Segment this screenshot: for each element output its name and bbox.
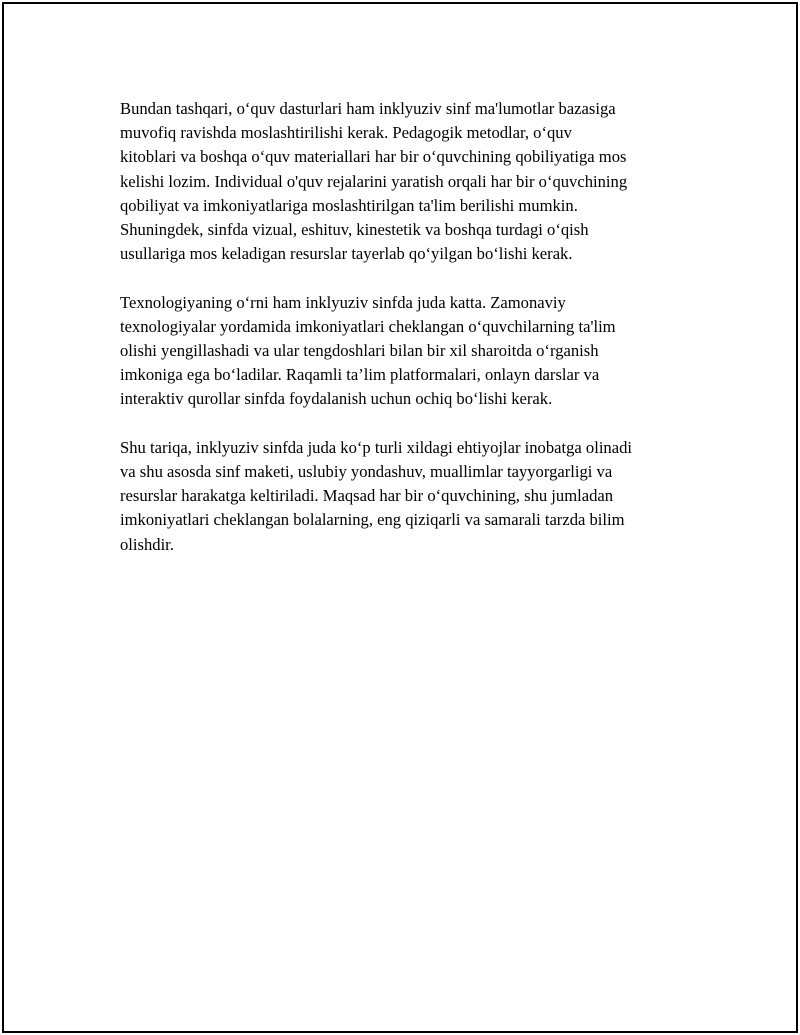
text-line: resurslar harakatga keltiriladi. Maqsad har bir o‘quvchining, shu jumladan [120, 486, 614, 506]
text-line: Texnologiyaning o‘rni ham inklyuziv sinfda juda katta. Zamonaviy [120, 292, 566, 312]
document-body [120, 97, 700, 581]
text-line: Bundan tashqari, o‘quv dasturlari ham inklyuziv sinf ma'lumotlar bazasiga [120, 99, 616, 118]
text-line: kitoblari va boshqa o‘quv materiallari har bir o‘quvchining qobiliyatiga mos [120, 147, 627, 167]
paragraph-conclusion [120, 436, 700, 557]
text-line: muvofiq ravishda moslashtirilishi kerak. Pedagogik metodlar, o‘quv [120, 123, 572, 143]
text-line: qobiliyat va imkoniyatlariga moslashtirilgan ta'lim berilishi mumkin. [120, 195, 578, 215]
text-line: olishi yengillashadi va ular tengdoshlari bilan bir xil sharoitda o‘rganish [120, 341, 599, 361]
paragraph-technology [120, 291, 700, 412]
text-line: kelishi lozim. Individual o'quv rejalarini yaratish orqali har bir o‘quvchining [120, 171, 628, 191]
document-page [2, 2, 798, 1033]
paragraph-curriculum [120, 97, 700, 266]
text-line: Shuningdek, sinfda vizual, eshituv, kinestetik va boshqa turdagi o‘qish [120, 220, 589, 240]
text-line: imkoniga ega bo‘ladilar. Raqamli ta’lim platformalari, onlayn darslar va [120, 365, 600, 385]
text-line: olishdir. [120, 534, 174, 554]
text-line: texnologiyalar yordamida imkoniyatlari cheklangan o‘quvchilarning ta'lim [120, 316, 616, 336]
text-line: va shu asosda sinf maketi, uslubiy yondashuv, muallimlar tayyorgarligi va [120, 462, 613, 482]
text-line: Shu tariqa, inklyuziv sinfda juda ko‘p turli xildagi ehtiyojlar inobatga olinadi [120, 437, 632, 457]
text-line: imkoniyatlari cheklangan bolalarning, eng qiziqarli va samarali tarzda bilim [120, 510, 625, 530]
text-line: interaktiv qurollar sinfda foydalanish uchun ochiq bo‘lishi kerak. [120, 389, 553, 409]
text-line: usullariga mos keladigan resurslar tayerlab qo‘yilgan bo‘lishi kerak. [120, 244, 573, 264]
